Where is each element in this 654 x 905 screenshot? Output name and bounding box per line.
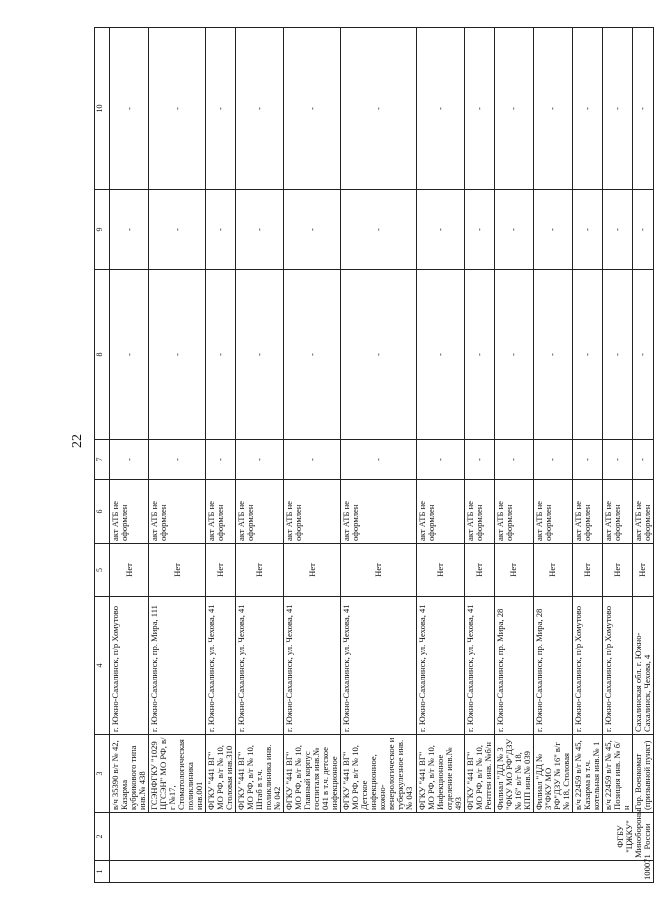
- atb-status: акт АТБ не оформлен: [602, 480, 632, 544]
- col-9: -: [533, 190, 572, 270]
- group-organization: ФГБУ "ЦЖКУ" Минобороны России: [110, 813, 654, 861]
- col-7: -: [416, 440, 464, 480]
- col-10: -: [236, 28, 284, 190]
- col-9: -: [494, 190, 533, 270]
- atb-status: акт АТБ не оформлен: [284, 480, 341, 544]
- object-name: в/ч 22459 в/г № 45, Казарма в т.ч. котельная инв.№ 1: [572, 735, 602, 813]
- col-8: -: [533, 270, 572, 440]
- col-10: -: [110, 28, 149, 190]
- col-7: -: [236, 440, 284, 480]
- col-9: -: [632, 190, 653, 270]
- availability: Нет: [632, 544, 653, 597]
- object-name: в/ч 22459 в/г № 45, Позиция инв. № б/н: [602, 735, 632, 813]
- col-9: -: [464, 190, 494, 270]
- atb-status: акт АТБ не оформлен: [416, 480, 464, 544]
- col-8: -: [149, 270, 206, 440]
- group-number: 100071: [110, 861, 654, 883]
- column-header-2: 2: [95, 813, 110, 861]
- object-address: г. Южно-Сахалинск, ул. Чехова, 41: [464, 597, 494, 735]
- availability: Нет: [494, 544, 533, 597]
- atb-status: акт АТБ не оформлен: [464, 480, 494, 544]
- register-table: [94, 27, 654, 883]
- availability: Нет: [149, 544, 206, 597]
- availability: Нет: [206, 544, 236, 597]
- col-7: -: [206, 440, 236, 480]
- column-header-5: 5: [95, 544, 110, 597]
- object-name: Филиал "ДД № 3 "ФКУ МО РФ"ДЗУ № 16" в/г № 18, КПП инв.№ 039: [494, 735, 533, 813]
- table-row: [416, 28, 464, 883]
- availability: Нет: [341, 544, 416, 597]
- availability: Нет: [572, 544, 602, 597]
- col-10: -: [416, 28, 464, 190]
- col-9: -: [416, 190, 464, 270]
- table-row: [149, 28, 206, 883]
- col-10: -: [572, 28, 602, 190]
- col-8: -: [602, 270, 632, 440]
- table-row: [236, 28, 284, 883]
- column-header-8: 8: [95, 270, 110, 440]
- availability: Нет: [284, 544, 341, 597]
- col-7: -: [149, 440, 206, 480]
- col-8: -: [572, 270, 602, 440]
- col-8: -: [284, 270, 341, 440]
- atb-status: акт АТБ не оформлен: [236, 480, 284, 544]
- table-row: [206, 28, 236, 883]
- col-7: -: [284, 440, 341, 480]
- table-body: [110, 28, 654, 883]
- col-7: -: [632, 440, 653, 480]
- object-address: г. Южно-Сахалинск, ул. Чехова, 41: [236, 597, 284, 735]
- object-address: г. Южно-Сахалинск, ул. Чехова, 41: [416, 597, 464, 735]
- object-name: Филиал "ДД № 3"ФКУ МО РФ"ДЗУ № 16" в/г № 18, Столовая: [533, 735, 572, 813]
- col-10: -: [602, 28, 632, 190]
- availability: Нет: [464, 544, 494, 597]
- object-name: ФГКУ "441 ВГ" МО РФ, в/г № 10, Столовая инв.310: [206, 735, 236, 813]
- column-header-7: 7: [95, 440, 110, 480]
- col-8: -: [110, 270, 149, 440]
- object-address: г. Южно-Сахалинск, п/р Хомутово: [110, 597, 149, 735]
- object-name: ФГКУ "441 ВГ" МО РФ, в/г № 10, Рентген инв. №б/н: [464, 735, 494, 813]
- atb-status: акт АТБ не оформлен: [206, 480, 236, 544]
- header-row: [95, 28, 110, 883]
- object-address: Сахалинская обл. г. Южно-Сахалинск, Чехова, 4: [632, 597, 653, 735]
- col-7: -: [572, 440, 602, 480]
- availability: Нет: [416, 544, 464, 597]
- col-9: -: [149, 190, 206, 270]
- availability: Нет: [236, 544, 284, 597]
- col-10: -: [284, 28, 341, 190]
- col-10: -: [533, 28, 572, 190]
- atb-status: акт АТБ не оформлен: [533, 480, 572, 544]
- column-header-4: 4: [95, 597, 110, 735]
- column-header-1: 1: [95, 861, 110, 883]
- col-8: -: [341, 270, 416, 440]
- rotated-table-wrapper: [94, 28, 652, 883]
- availability: Нет: [110, 544, 149, 597]
- object-name: Гор. Военкомат (призывной пункт): [632, 735, 653, 813]
- col-7: -: [110, 440, 149, 480]
- col-7: -: [533, 440, 572, 480]
- col-8: -: [416, 270, 464, 440]
- col-8: -: [494, 270, 533, 440]
- table-row: [632, 28, 653, 883]
- col-10: -: [149, 28, 206, 190]
- col-9: -: [206, 190, 236, 270]
- object-address: г. Южно-Сахалинск, пр. Мира, 28: [533, 597, 572, 735]
- col-7: -: [464, 440, 494, 480]
- object-name: ФГКУ "441 ВГ" МО РФ, в/г № 10, Инфекционное отделение инв.№ 493: [416, 735, 464, 813]
- table-row: [464, 28, 494, 883]
- table-row: [533, 28, 572, 883]
- col-7: -: [602, 440, 632, 480]
- atb-status: акт АТБ не оформлен: [341, 480, 416, 544]
- col-9: -: [572, 190, 602, 270]
- table-row: [602, 28, 632, 883]
- table-row: [494, 28, 533, 883]
- object-address: г. Южно-Сахалинск, ул. Чехова, 41: [284, 597, 341, 735]
- object-address: г. Южно-Сахалинск, п/р Хомутово: [602, 597, 632, 735]
- availability: Нет: [602, 544, 632, 597]
- col-7: -: [341, 440, 416, 480]
- object-name: ФГКУ "441 ВГ" МО РФ, в/г № 10, Детское инфекционное, кожно-венерологическое и туберкулезное инв.№ 043: [341, 735, 416, 813]
- object-name: ФГКУ "441 ВГ" МО РФ, в/г № 10, Штаб в т.ч. поликлиника инв.№ 042: [236, 735, 284, 813]
- atb-status: акт АТБ не оформлен: [494, 480, 533, 544]
- col-9: -: [341, 190, 416, 270]
- col-9: -: [602, 190, 632, 270]
- col-10: -: [494, 28, 533, 190]
- table-row: [110, 28, 149, 883]
- col-9: -: [110, 190, 149, 270]
- col-8: -: [632, 270, 653, 440]
- column-header-6: 6: [95, 480, 110, 544]
- col-10: -: [632, 28, 653, 190]
- atb-status: акт АТБ не оформлен: [632, 480, 653, 544]
- object-name: ФГКУ "441 ВГ" МО РФ, в/г № 10, Главный корпус госпиталя инв.№ 041 в т.ч. детское инфекционное: [284, 735, 341, 813]
- col-10: -: [464, 28, 494, 190]
- col-10: -: [341, 28, 416, 190]
- atb-status: акт АТБ не оформлен: [110, 480, 149, 544]
- object-address: г. Южно-Сахалинск, ул. Чехова, 41: [341, 597, 416, 735]
- object-address: г. Южно-Сахалинск, ул. Чехова, 41: [206, 597, 236, 735]
- table-row: [284, 28, 341, 883]
- page-number: 22: [70, 434, 85, 448]
- col-7: -: [494, 440, 533, 480]
- column-header-3: 3: [95, 735, 110, 813]
- column-header-10: 10: [95, 28, 110, 190]
- col-9: -: [284, 190, 341, 270]
- availability: Нет: [533, 544, 572, 597]
- object-address: г. Южно-Сахалинск, пр. Мира, 111: [149, 597, 206, 735]
- atb-status: акт АТБ не оформлен: [572, 480, 602, 544]
- column-header-9: 9: [95, 190, 110, 270]
- object-address: г. Южно-Сахалинск, пр. Мира, 28: [494, 597, 533, 735]
- object-address: г. Южно-Сахалинск, п/р Хомутово: [572, 597, 602, 735]
- object-name: ГСЭНФГКУ "1029 ЦГСЭН" МО РФ, в/г №17, Стоматологическая поликлиника инв.001: [149, 735, 206, 813]
- table-row: [572, 28, 602, 883]
- atb-status: акт АТБ не оформлен: [149, 480, 206, 544]
- col-8: -: [206, 270, 236, 440]
- object-name: в/ч 35390 в/г № 42, Казарма кубрикового типа инв.№ 438: [110, 735, 149, 813]
- col-8: -: [464, 270, 494, 440]
- col-9: -: [236, 190, 284, 270]
- col-10: -: [206, 28, 236, 190]
- table-row: [341, 28, 416, 883]
- col-8: -: [236, 270, 284, 440]
